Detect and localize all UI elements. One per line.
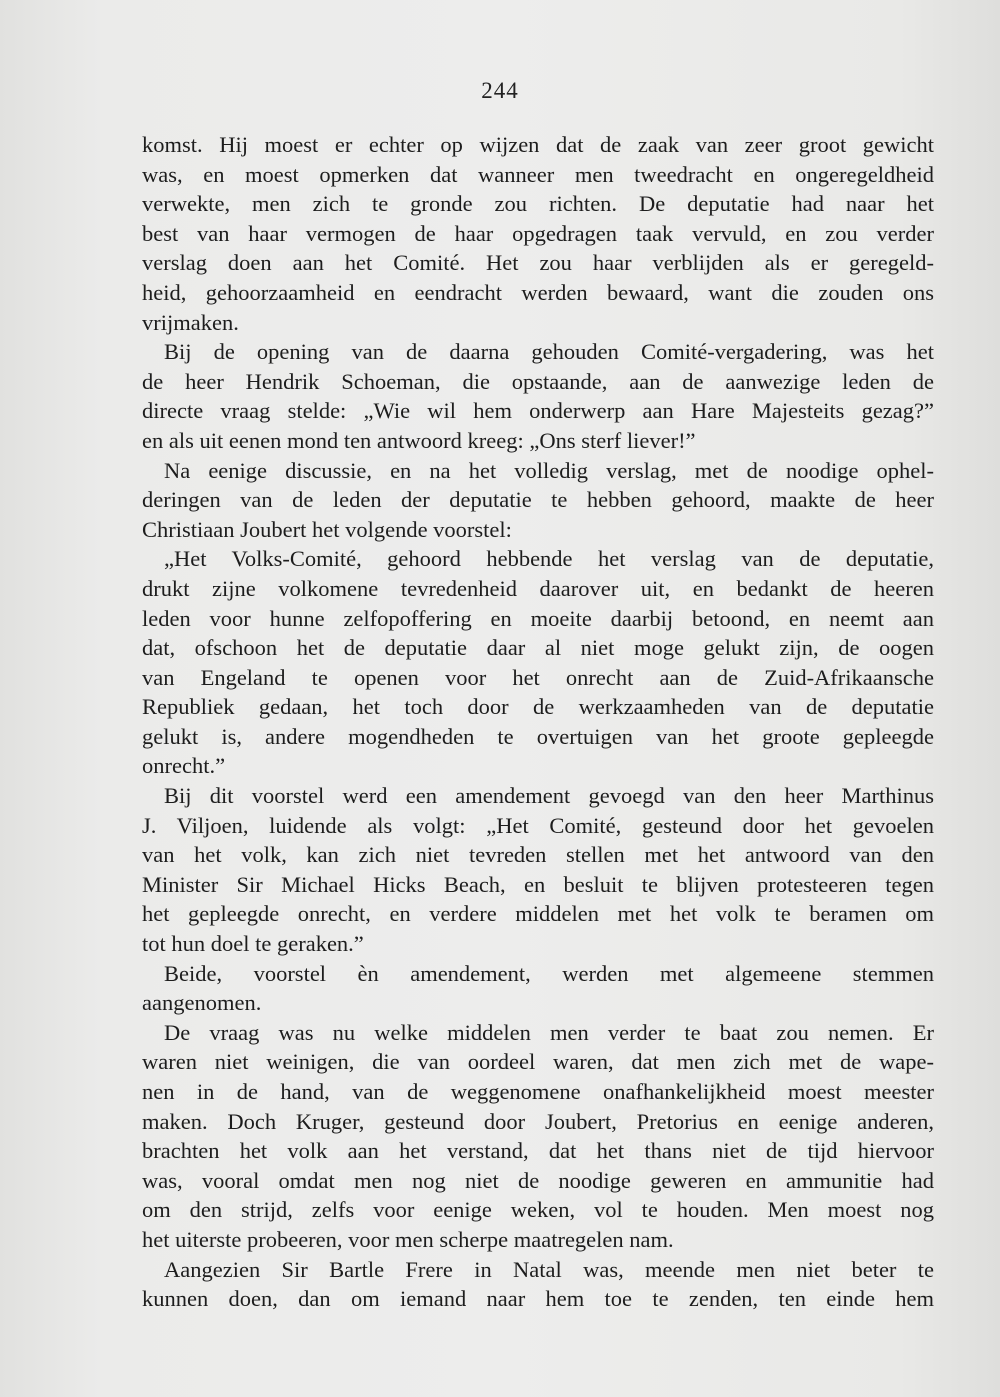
text-line: komst. Hij moest er echter op wijzen dat de zaak van zeer groot gewicht (142, 132, 934, 157)
text-line: was, vooral omdat men nog niet de noodige geweren en ammunitie had (142, 1167, 934, 1193)
text-line: onrecht.” (142, 753, 226, 779)
text-line: Bij de opening van de daarna gehouden Comité-vergadering, was het (164, 339, 934, 365)
text-line: was, en moest opmerken dat wanneer men tweedracht en ongeregeldheid (142, 161, 934, 187)
text-line: Minister Sir Michael Hicks Beach, en besluit te blijven protesteeren tegen (142, 871, 934, 897)
text-line: het gepleegde onrecht, en verdere middelen met het volk te beramen om (142, 901, 934, 927)
text-line: maken. Doch Kruger, gesteund door Joubert, Pretorius en eenige anderen, (142, 1108, 934, 1134)
text-line: „Het Volks-Comité, gehoord hebbende het verslag van de deputatie, (164, 546, 934, 572)
text-line: Christiaan Joubert het volgende voorstel: (142, 516, 512, 542)
text-line: de heer Hendrik Schoeman, die opstaande, aan de aanwezige leden de (142, 368, 934, 394)
text-line: kunnen doen, dan om iemand naar hem toe te zenden, ten einde hem (142, 1286, 934, 1312)
text-line: waren niet weinigen, die van oordeel waren, dat men zich met de wape- (142, 1049, 934, 1075)
text-line: nen in de hand, van de weggenomene onafhankelijkheid moest meester (142, 1079, 934, 1104)
text-line: best van haar vermogen de haar opgedragen taak vervuld, en zou verder (142, 220, 934, 246)
text-line: leden voor hunne zelfopoffering en moeite daarbij betoond, en neemt aan (142, 605, 934, 631)
text-line: J. Viljoen, luidende als volgt: „Het Comité, gesteund door het gevoelen (142, 812, 934, 838)
text-line: Aangezien Sir Bartle Frere in Natal was, meende men niet beter te (164, 1256, 934, 1282)
text-line: dat, ofschoon het de deputatie daar al niet moge gelukt zijn, de oogen (142, 635, 934, 661)
text-line: en als uit eenen mond ten antwoord kreeg: „Ons sterf liever!” (142, 427, 696, 453)
text-line: Bij dit voorstel werd een amendement gevoegd van den heer Marthinus (164, 783, 934, 809)
text-line: aangenomen. (142, 990, 262, 1016)
text-line: om den strijd, zelfs voor eenige weken, vol te houden. Men moest nog (142, 1197, 934, 1223)
text-line: deringen van de leden der deputatie te hebben gehoord, maakte de heer (142, 487, 934, 513)
body-text (142, 130, 934, 1314)
text-line: De vraag was nu welke middelen men verder te baat zou nemen. Er (164, 1019, 934, 1045)
text-line: heid, gehoorzaamheid en eendracht werden bewaard, want die zouden ons (142, 279, 934, 305)
text-line: het uiterste probeeren, voor men scherpe maatregelen nam. (142, 1226, 674, 1252)
text-line: drukt zijne volkomene tevredenheid daarover uit, en bedankt de heeren (142, 575, 934, 601)
text-line: vrijmaken. (142, 309, 239, 335)
page-number: 244 (481, 78, 519, 103)
text-line: Na eenige discussie, en na het volledig verslag, met de noodige ophel- (164, 457, 934, 483)
text-line: brachten het volk aan het verstand, dat het thans niet de tijd hiervoor (142, 1138, 934, 1164)
text-line: verwekte, men zich te gronde zou richten. De deputatie had naar het (142, 191, 934, 217)
text-line: Beide, voorstel èn amendement, werden met algemeene stemmen (164, 960, 934, 986)
text-line: Republiek gedaan, het toch door de werkzaamheden van de deputatie (142, 694, 934, 720)
text-line: van het volk, kan zich niet tevreden stellen met het antwoord van den (142, 842, 934, 868)
text-line: verslag doen aan het Comité. Het zou haar verblijden als er geregeld- (142, 250, 934, 276)
text-line: directe vraag stelde: „Wie wil hem onderwerp aan Hare Majesteits gezag?” (142, 398, 934, 424)
text-line: tot hun doel te geraken.” (142, 931, 364, 957)
text-line: van Engeland te openen voor het onrecht aan de Zuid-Afrikaansche (142, 664, 934, 690)
text-line: gelukt is, andere mogendheden te overtuigen van het groote gepleegde (142, 723, 934, 749)
